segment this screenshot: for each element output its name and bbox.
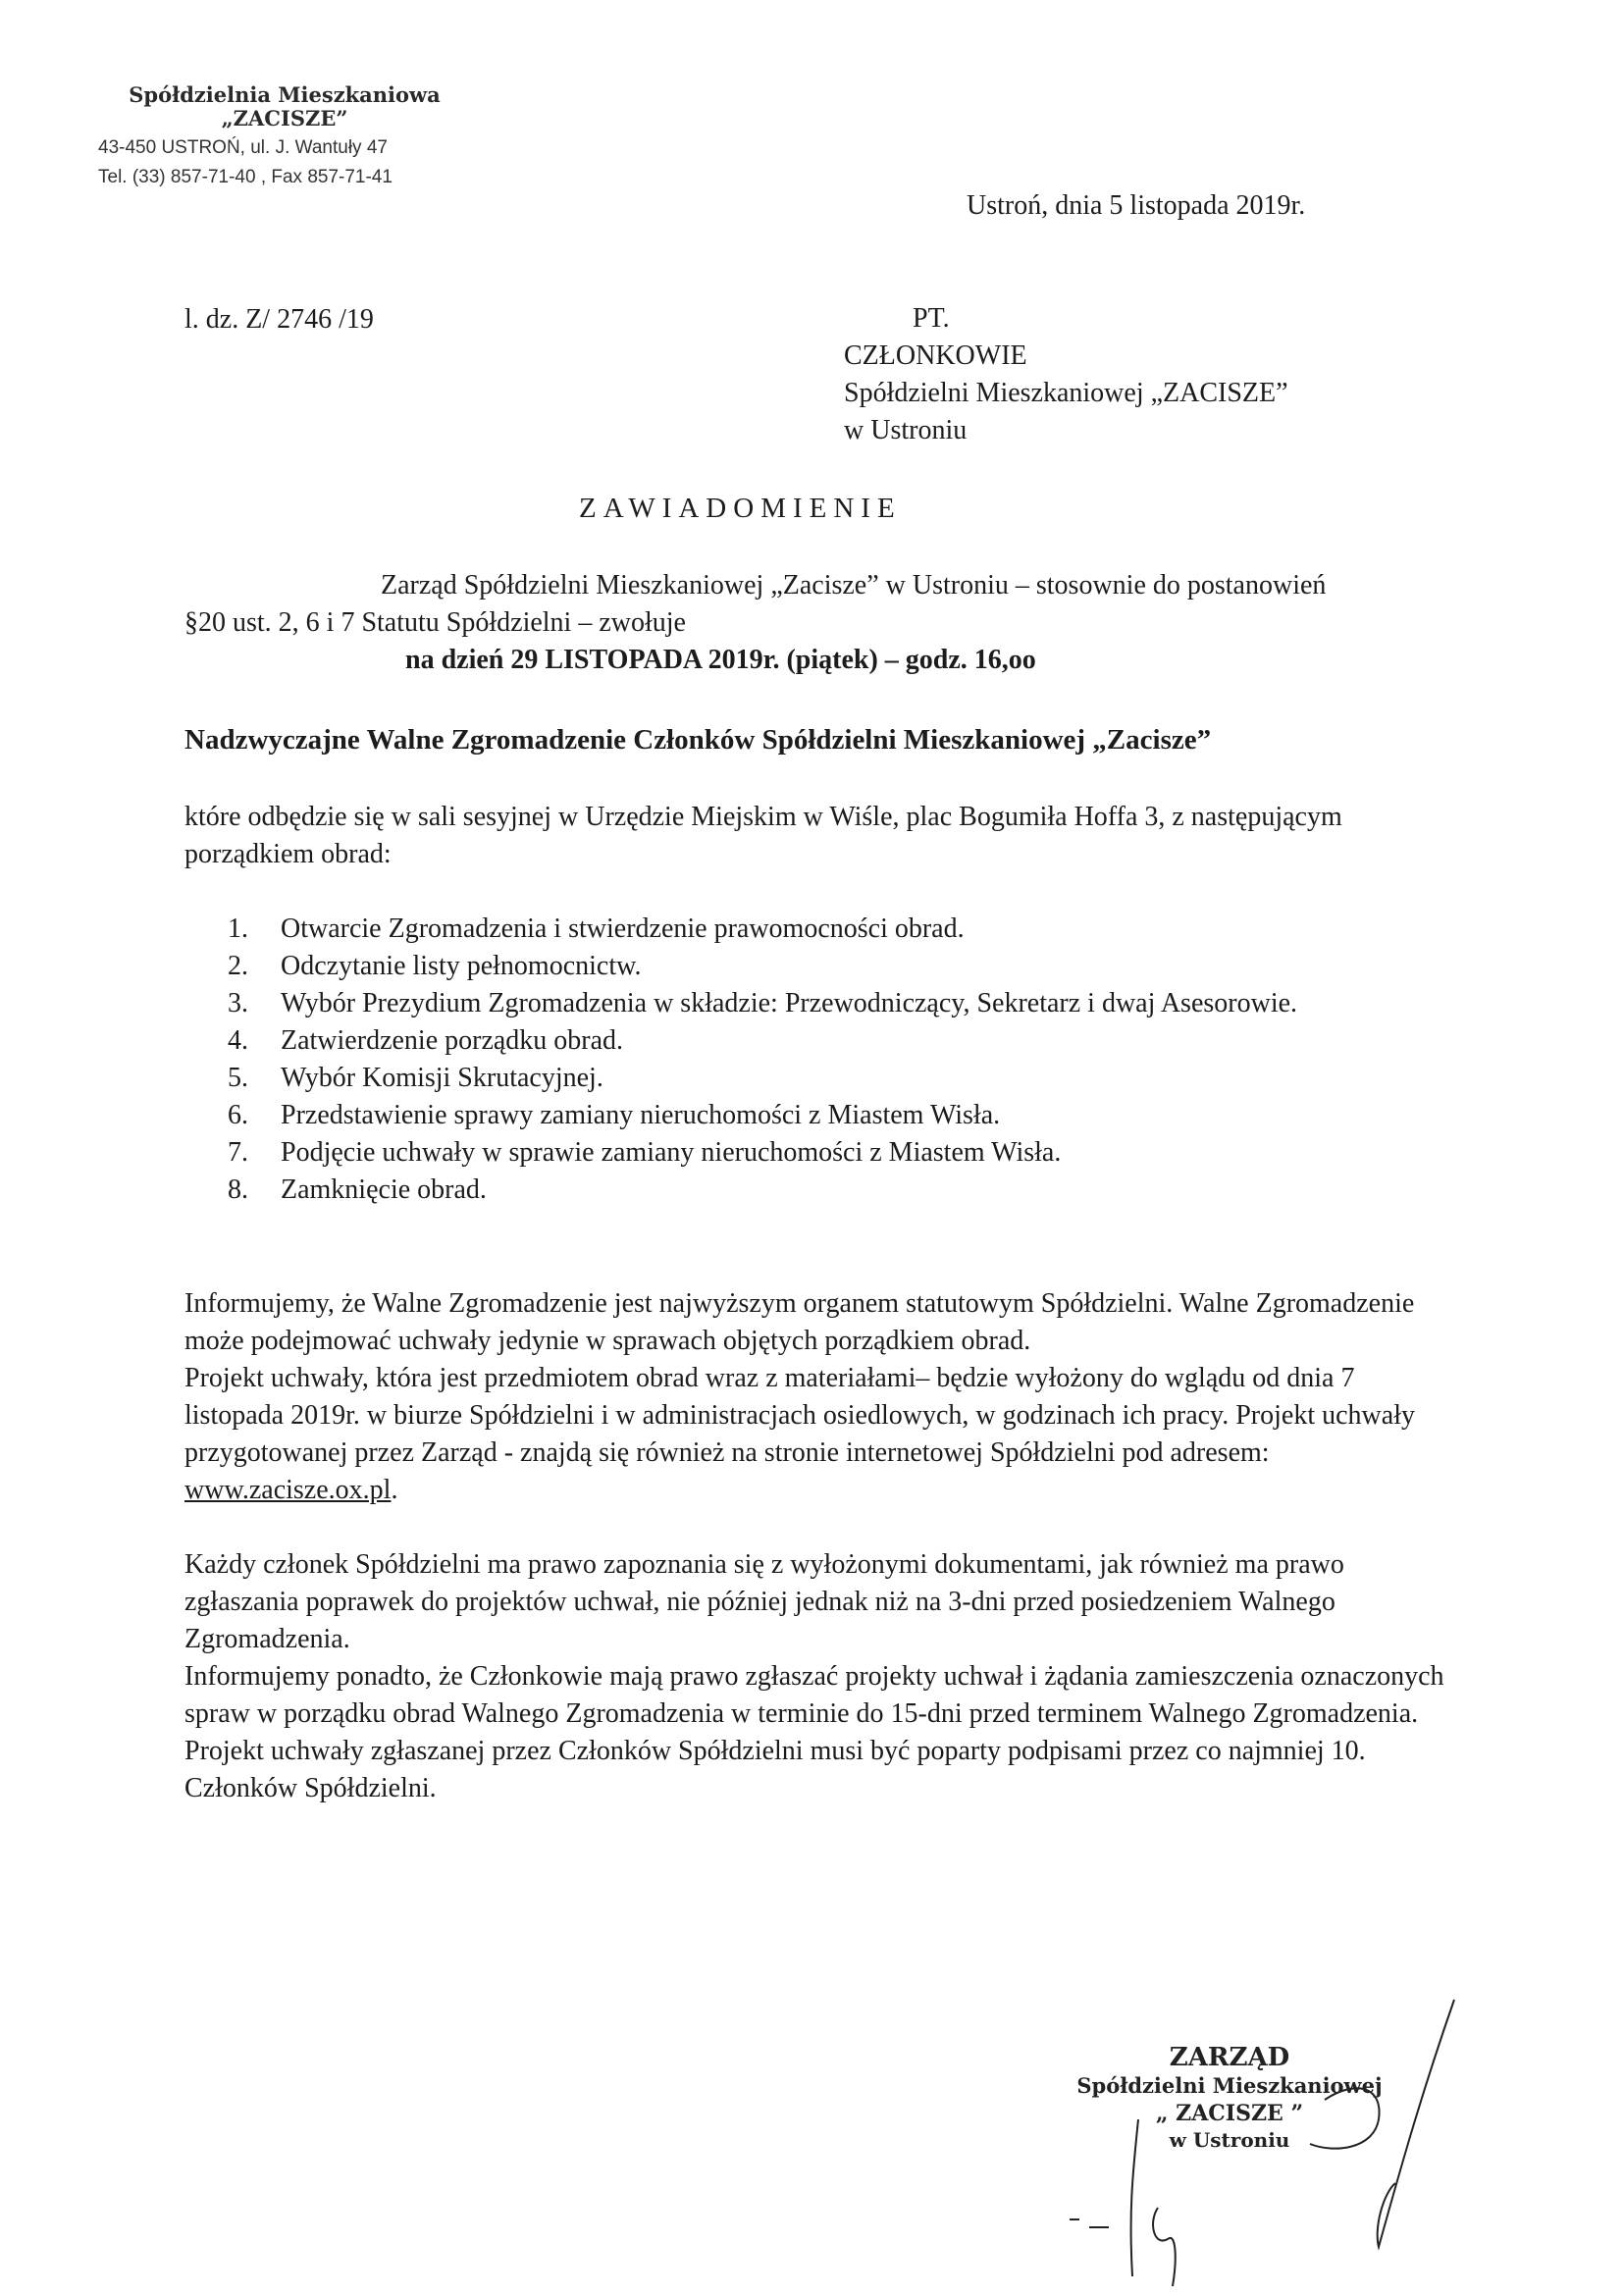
stamp-line: w Ustroniu — [1169, 2128, 1290, 2152]
recipient-block — [844, 300, 1288, 449]
stamp-line: Spółdzielni Mieszkaniowej — [1076, 2073, 1383, 2098]
recipient-line: Spółdzielni Mieszkaniowej „ZACISZE” — [844, 378, 1288, 408]
agenda-item-text: Odczytanie listy pełnomocnictw. — [281, 951, 642, 981]
info-paragraph: Informujemy, że Walne Zgromadzenie jest najwyższym organem statutowym Spółdzielni. Walne Zgromadzenie może podejmować uchwały jedynie w sprawach objętych porządkiem obrad. — [184, 1288, 1415, 1356]
recipient-line: CZŁONKOWIE — [844, 340, 1027, 371]
info-paragraph: Projekt uchwały zgłaszanej przez Członków Spółdzielni musi być poparty podpisami przez co najmniej 10. Członków Spółdzielni. — [184, 1736, 1366, 1803]
intro-paragraph — [184, 567, 1460, 679]
agenda-item — [228, 948, 1454, 985]
agenda-item-text: Zatwierdzenie porządku obrad. — [281, 1025, 624, 1056]
stamp-line: ZARZĄD — [1169, 2043, 1290, 2072]
info-text: Projekt uchwały, która jest przedmiotem obrad wraz z materiałami– będzie wyłożony do wglądu od dnia 7 listopada 2019r. w biurze Spółdzielni i w administracjach osiedlowych, w godzinach ich pracy. Projekt uchwały przygotowanej przez Zarząd - znajdą się również na stronie internetowej Spółdzielni pod adresem: — [184, 1363, 1415, 1468]
document-title: ZAWIADOMIENIE — [579, 493, 902, 524]
agenda-item-number: 4. — [228, 1025, 248, 1056]
info-paragraph: Informujemy ponadto, że Członkowie mają prawo zgłaszać projekty uchwał i żądania zamieszczenia oznaczonych spraw w porządku obrad Walnego Zgromadzenia w terminie do 15-dni przed terminem Walnego Zgromadzenia. — [184, 1661, 1444, 1729]
intro-line: Zarząd Spółdzielni Mieszkaniowej „Zacisze” w Ustroniu – stosownie do postanowień — [381, 570, 1327, 600]
agenda-item-number: 5. — [228, 1063, 248, 1093]
agenda-item — [228, 1022, 1454, 1060]
agenda-item-text: Przedstawienie sprawy zamiany nieruchomości z Miastem Wisła. — [281, 1100, 1001, 1130]
recipient-line: w Ustroniu — [844, 415, 968, 445]
agenda-item-text: Wybór Komisji Skrutacyjnej. — [281, 1063, 603, 1093]
agenda-item-number: 2. — [228, 951, 248, 981]
agenda-item — [228, 1134, 1454, 1172]
agenda-item-number: 3. — [228, 988, 248, 1018]
agenda-item — [228, 911, 1454, 948]
agenda-item-number: 8. — [228, 1174, 248, 1205]
agenda-item — [228, 1097, 1454, 1134]
agenda-item-text: Podjęcie uchwały w sprawie zamiany nieruchomości z Miastem Wisła. — [281, 1137, 1062, 1168]
agenda-item-number: 1. — [228, 913, 248, 944]
meeting-date: na dzień 29 LISTOPADA 2019r. (piątek) – godz. 16,oo — [405, 645, 1036, 675]
website-link[interactable]: www.zacisze.ox.pl — [184, 1475, 392, 1505]
agenda-item — [228, 1060, 1454, 1097]
intro-line: §20 ust. 2, 6 i 7 Statutu Spółdzielni – zwołuje — [184, 607, 686, 638]
agenda-item-text: Wybór Prezydium Zgromadzenia w składzie: Przewodniczący, Sekretarz i dwaj Asesorowie. — [281, 988, 1298, 1018]
letter-date: Ustroń, dnia 5 listopada 2019r. — [967, 190, 1306, 221]
sender-org-name: Spółdzielnia Mieszkaniowa — [129, 82, 441, 107]
meeting-name: Nadzwyczajne Walne Zgromadzenie Członków Spółdzielni Mieszkaniowej „Zacisze” — [184, 724, 1212, 756]
sender-org-short-name: „ZACISZE” — [221, 106, 348, 130]
board-stamp — [1068, 2043, 1391, 2153]
agenda-item-text: Otwarcie Zgromadzenia i stwierdzenie prawomocności obrad. — [281, 913, 965, 944]
info-paragraph: Każdy członek Spółdzielni ma prawo zapoznania się z wyłożonymi dokumentami, jak również ma prawo zgłaszania poprawek do projektów uchwał, nie później jednak niż na 3-dni przed posiedzeniem Walnego Zgromadzenia. — [184, 1549, 1344, 1654]
reference-number: l. dz. Z/ 2746 /19 — [184, 304, 374, 335]
info-text-end: . — [391, 1475, 398, 1505]
agenda-item-text: Zamknięcie obrad. — [281, 1174, 487, 1205]
agenda-item — [228, 1172, 1454, 1209]
paragraph-gap — [184, 1509, 1460, 1546]
venue-paragraph: które odbędzie się w sali sesyjnej w Urzędzie Miejskim w Wiśle, plac Bogumiła Hoffa 3, z następującym porządkiem obrad: — [184, 802, 1342, 869]
recipient-salutation: PT. — [913, 303, 950, 334]
sender-header — [98, 82, 471, 190]
information-section — [184, 1285, 1460, 1807]
agenda-list — [228, 911, 1454, 1209]
sender-address: 43-450 USTROŃ, ul. J. Wantuły 47 — [98, 137, 388, 158]
sender-phone: Tel. (33) 857-71-40 , Fax 857-71-41 — [98, 167, 393, 187]
info-paragraph — [184, 1360, 1460, 1509]
agenda-item-number: 6. — [228, 1100, 248, 1130]
agenda-item — [228, 985, 1454, 1022]
agenda-item-number: 7. — [228, 1137, 248, 1168]
stamp-line: „ ZACISZE ” — [1155, 2101, 1304, 2126]
